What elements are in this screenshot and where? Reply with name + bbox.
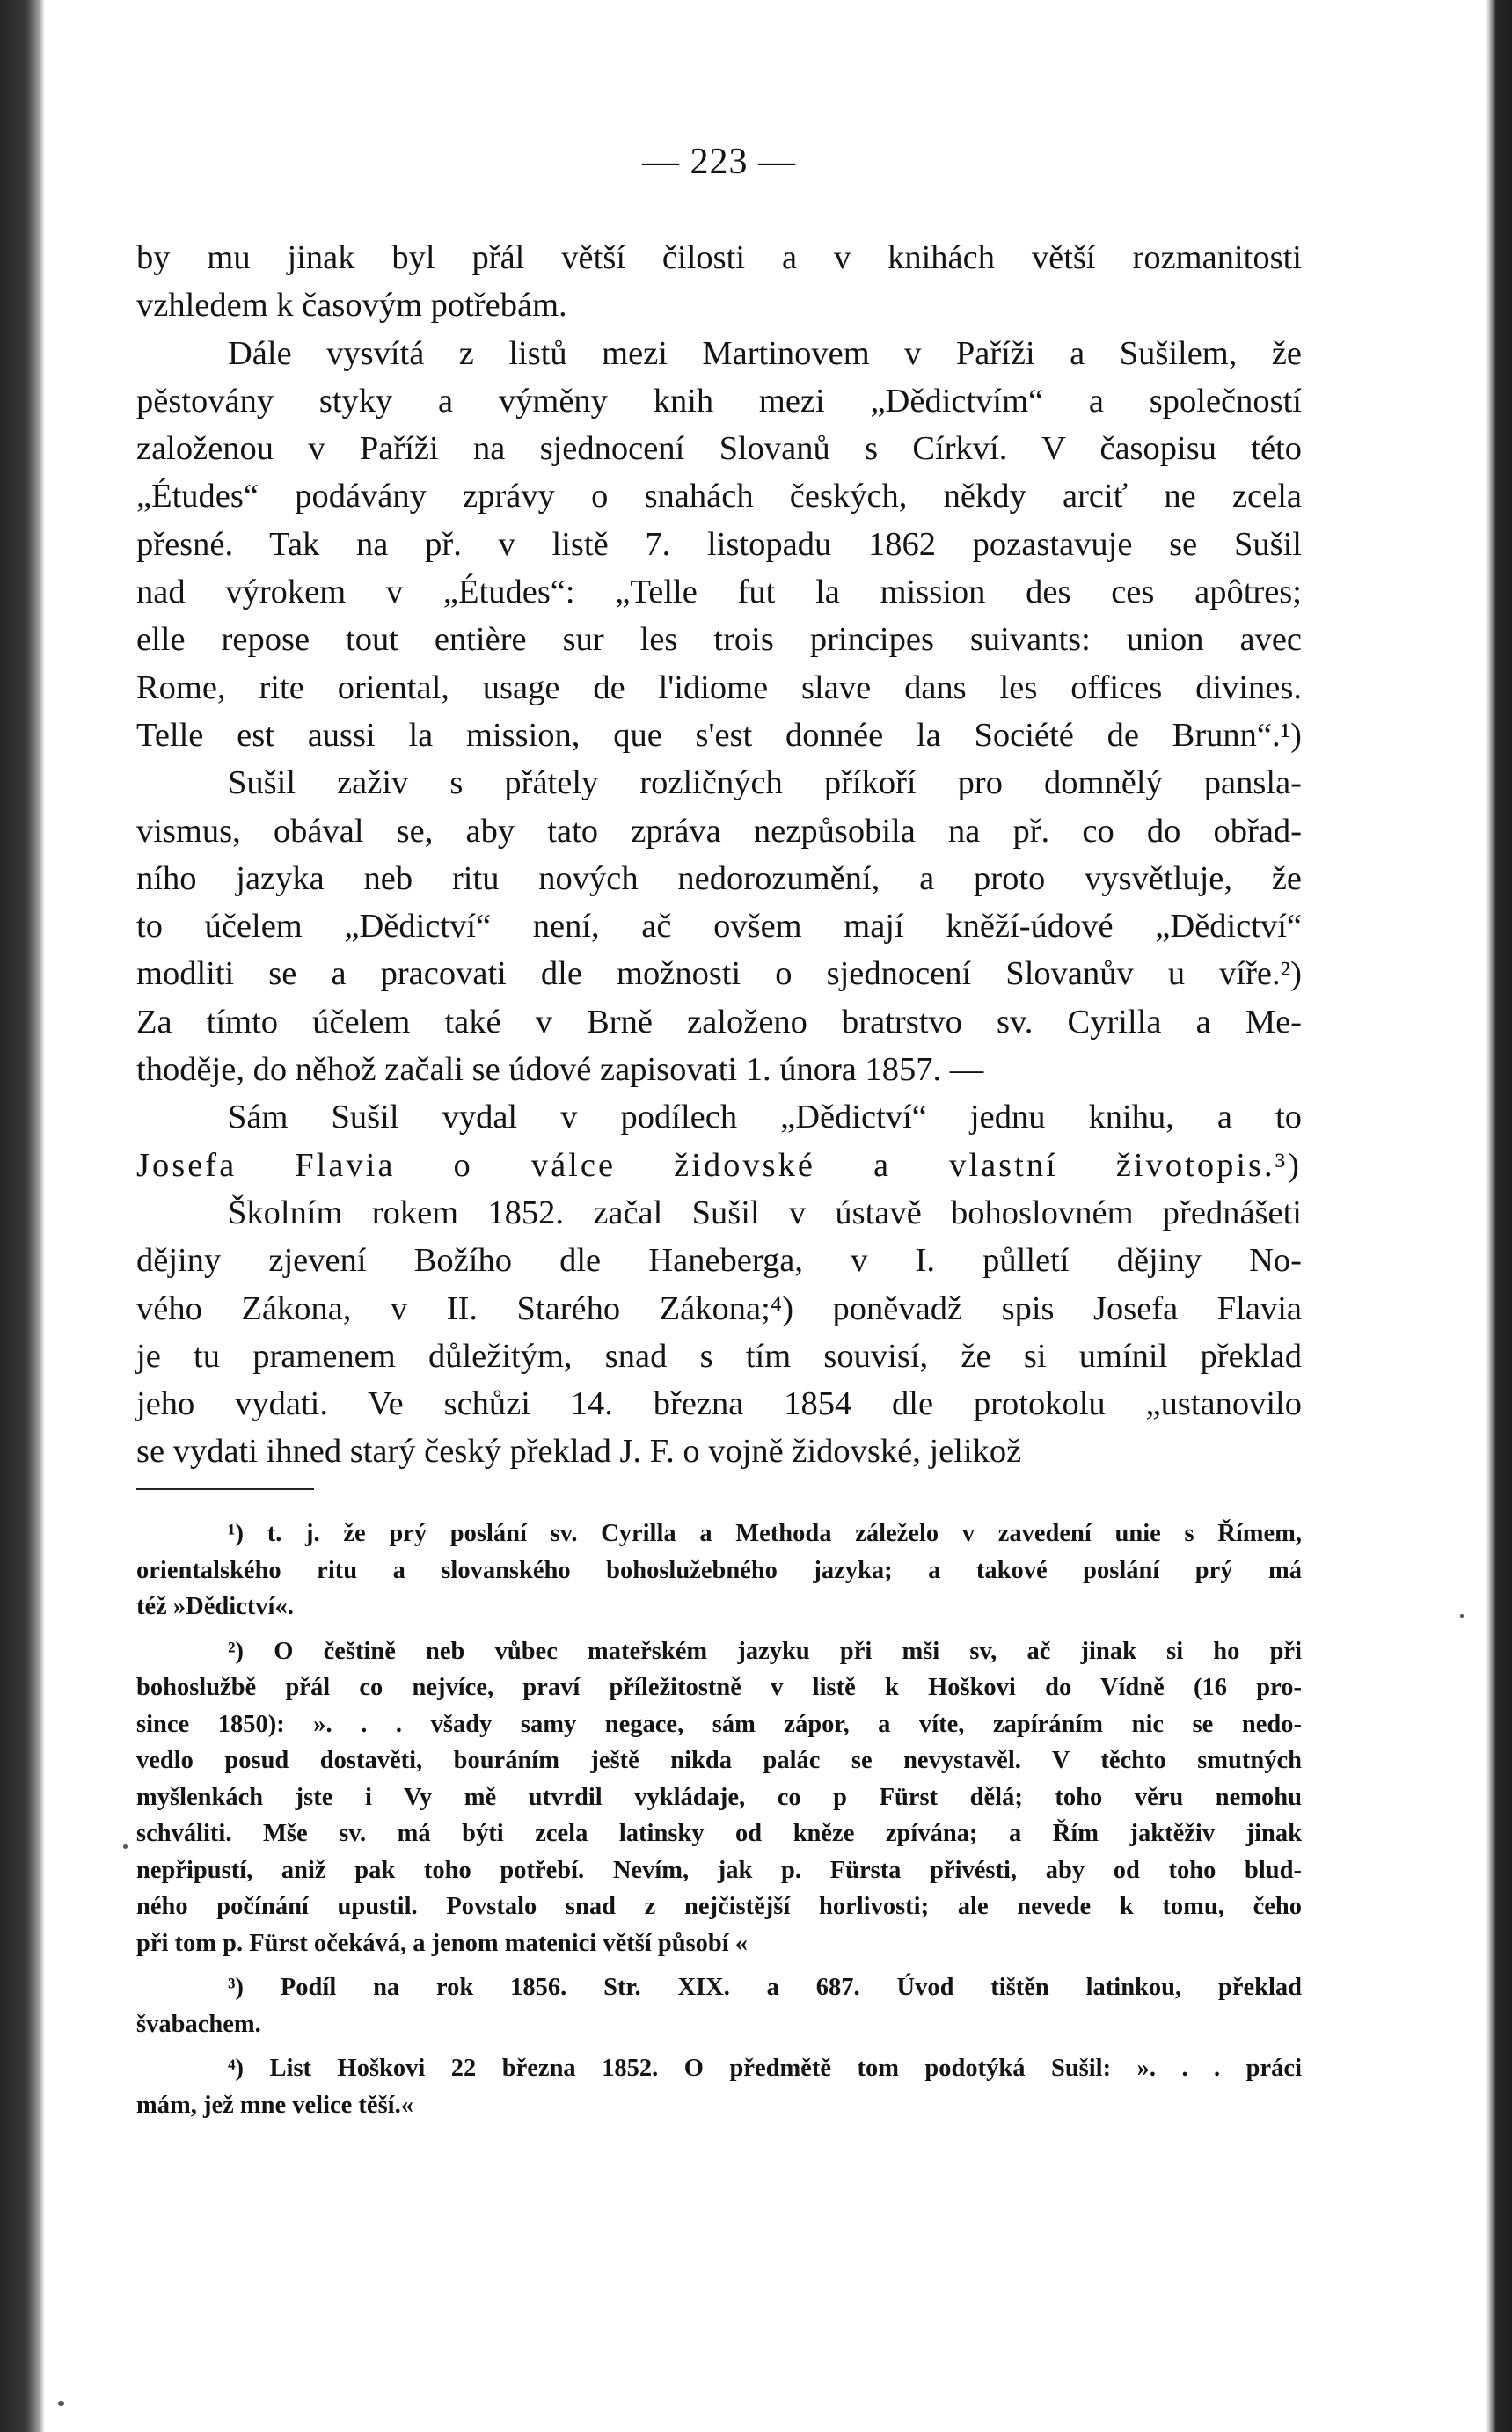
body-line: Dále vysvítá z listů mezi Martinovem v Paříži a Sušilem, že — [228, 334, 1302, 372]
scan-right-border — [1486, 0, 1512, 2432]
body-line: ního jazyka neb ritu nových nedorozumění, a proto vysvětluje, že — [136, 859, 1302, 897]
footnote-line: též »Dědictví«. — [136, 1593, 294, 1620]
body-line: přesné. Tak na př. v listě 7. listopadu 1862 pozastavuje se Sušil — [136, 525, 1302, 563]
footnote-line: ⁴) List Hoškovi 22 března 1852. O předmětě tom podotýká Sušil: ». . . práci — [228, 2055, 1302, 2082]
page-number: — 223 — — [642, 142, 796, 182]
footnote-line: myšlenkách jste i Vy mě utvrdil vykládaje, co p Fürst dělá; toho věru nemohu — [136, 1783, 1302, 1811]
body-line: vismus, obával se, aby tato zpráva nezpůsobila na př. co do obřad- — [136, 812, 1302, 850]
body-line: založenou v Paříži na sjednocení Slovanů s Církví. V časopisu této — [136, 430, 1302, 468]
footnote-line: bohoslužbě přál co nejvíce, praví příležitostně v listě k Hoškovi do Vídně (16 pro- — [136, 1674, 1302, 1701]
body-line: Rome, rite oriental, usage de l'idiome slave dans les offices divines. — [136, 668, 1302, 706]
footnote-line: při tom p. Fürst očekává, a jenom matenici větší působí « — [136, 1929, 749, 1957]
scan-left-border — [0, 0, 44, 2432]
footnote-line: since 1850): ». . . všady samy negace, sám zápor, a víte, zapíráním nic se nedo- — [136, 1710, 1302, 1738]
footnote — [136, 1969, 1302, 2042]
body-line: Sušil zaživ s přátely rozličných příkoří pro domnělý pansla- — [228, 764, 1302, 802]
footnote-line: nepřipustí, aniž pak toho potřebí. Nevím, jak p. Fürsta přivésti, aby od toho blud- — [136, 1856, 1302, 1884]
body-line: modliti se a pracovati dle možnosti o sjednocení Slovanův u víře.²) — [136, 955, 1302, 993]
body-line: vzhledem k časovým potřebám. — [136, 287, 567, 325]
body-line: jeho vydati. Ve schůzi 14. března 1854 dle protokolu „ustanovilo — [136, 1385, 1302, 1423]
body-line: dějiny zjevení Božího dle Haneberga, v I. půlletí dějiny No- — [136, 1242, 1302, 1280]
footnote-line: ného počínání upustil. Povstalo snad z nejčistější horlivosti; ale nevede k tomu, čeho — [136, 1893, 1302, 1920]
body-line: nad výrokem v „Études“: „Telle fut la mission des ces apôtres; — [136, 573, 1302, 611]
body-line: thoděje, do něhož začali se údové zapisovati 1. února 1857. — — [136, 1051, 984, 1089]
footnote-line: ³) Podíl na rok 1856. Str. XIX. a 687. Úvod tištěn latinkou, překlad — [228, 1974, 1302, 2001]
footnote-line: švabachem. — [136, 2010, 261, 2038]
scan-speck — [58, 2401, 64, 2406]
footnote — [136, 2050, 1302, 2123]
body-line: to účelem „Dědictví“ není, ač ovšem mají kněží-údové „Dědictví“ — [136, 908, 1302, 946]
body-line: Školním rokem 1852. začal Sušil v ústavě bohoslovném přednášeti — [228, 1194, 1302, 1231]
body-line: Telle est aussi la mission, que s'est donnée la Société de Brunn“.¹) — [136, 716, 1302, 754]
footnote-line: mám, jež mne velice těší.« — [136, 2091, 413, 2119]
footnote-line: ¹) t. j. že prý poslání sv. Cyrilla a Methoda záleželo v zavedení unie s Římem, — [228, 1520, 1302, 1547]
scan-speck — [1460, 1614, 1464, 1618]
body-line: je tu pramenem důležitým, snad s tím souvisí, že si umínil překlad — [136, 1337, 1302, 1375]
footnote-line: orientalského ritu a slovanského bohoslužebného jazyka; a takové poslání prý má — [136, 1556, 1302, 1584]
footnotes — [136, 1515, 1302, 2123]
body-line: vého Zákona, v II. Starého Zákona;⁴) poněvadž spis Josefa Flavia — [136, 1289, 1302, 1327]
footnote-line: schváliti. Mše sv. má býti zcela latinsky od kněze zpívána; a Řím jaktěživ jinak — [136, 1820, 1302, 1847]
body-line: Sám Sušil vydal v podílech „Dědictví“ jednu knihu, a to — [228, 1099, 1302, 1136]
body-line: se vydati ihned starý český překlad J. F. o vojně židovské, jelikož — [136, 1433, 1022, 1471]
footnote-line: ²) O češtině neb vůbec mateřském jazyku při mši sv, ač jinak si ho při — [228, 1637, 1302, 1665]
footnote-line: vedlo posud dostavěti, bouráním ještě nikda palác se nevystavěl. V těchto smutných — [136, 1747, 1302, 1774]
footnote — [136, 1515, 1302, 1625]
body-line: by mu jinak byl přál větší čilosti a v knihách větší rozmanitosti — [136, 239, 1302, 276]
footnote-rule — [136, 1488, 314, 1490]
body-line: „Études“ podávány zprávy o snahách českých, někdy arciť ne zcela — [136, 478, 1302, 515]
scan-speck — [123, 1844, 128, 1849]
body-text — [136, 234, 1302, 1476]
body-line: elle repose tout entière sur les trois principes suivants: union avec — [136, 621, 1302, 659]
body-line: pěstovány styky a výměny knih mezi „Dědictvím“ a společností — [136, 382, 1302, 420]
body-line: Josefa Flavia o válce židovské a vlastní životopis.³) — [136, 1146, 1302, 1184]
body-line: Za tímto účelem také v Brně založeno bratrstvo sv. Cyrilla a Me- — [136, 1003, 1302, 1041]
footnote — [136, 1633, 1302, 1962]
